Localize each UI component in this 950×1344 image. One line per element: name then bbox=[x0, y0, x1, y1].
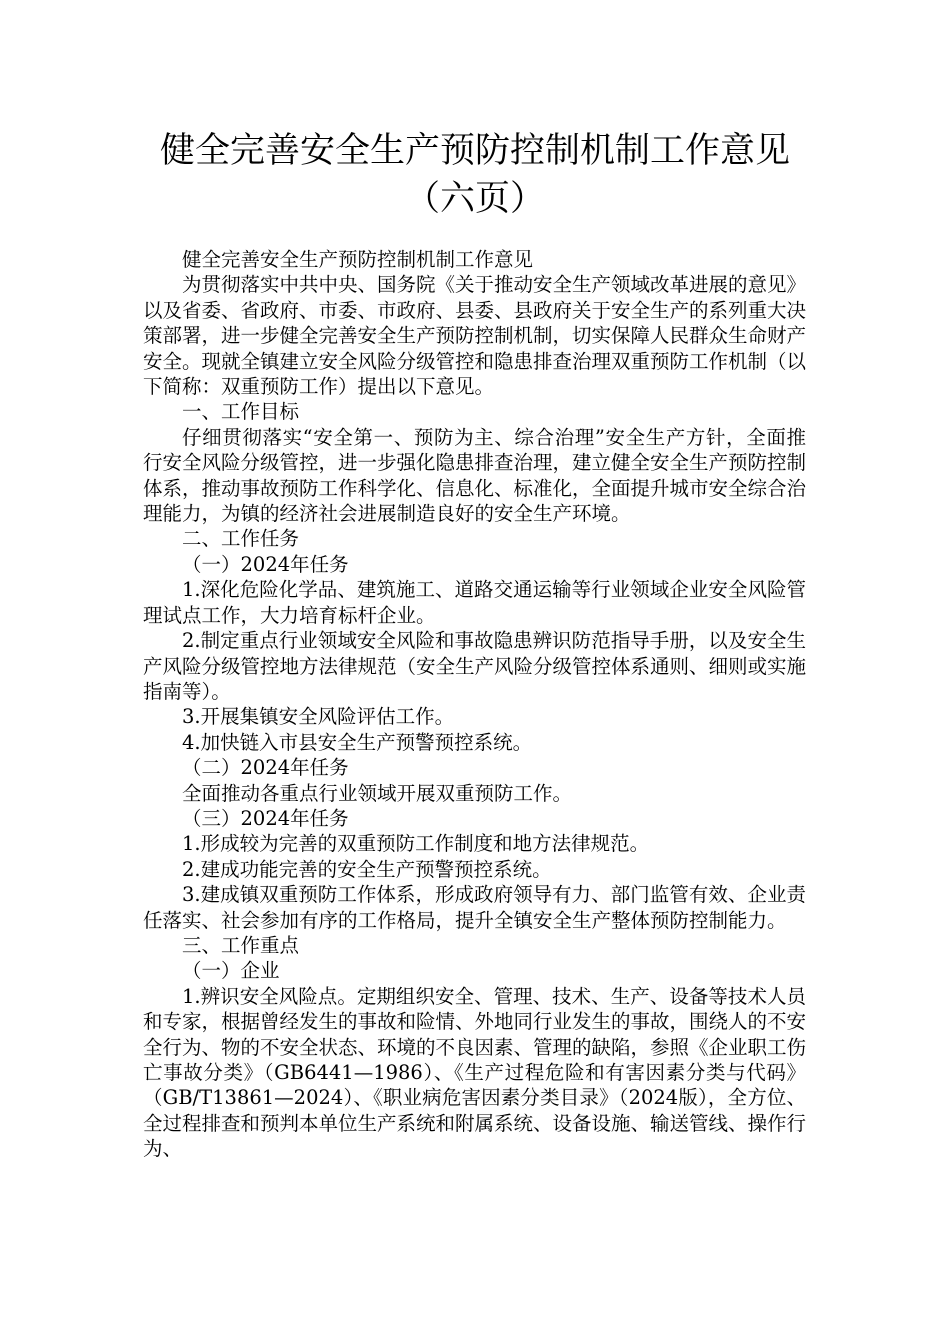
document-title: 健全完善安全生产预防控制机制工作意见 bbox=[159, 131, 790, 171]
paragraph: 全面推动各重点行业领域开展双重预防工作。 bbox=[182, 781, 573, 805]
list-item: 1.深化危险化学品、建筑施工、道路交通运输等行业领域企业安全风险管理试点工作，大力培育标杆企业。 bbox=[143, 578, 806, 627]
subsection-heading: （二）2024年任务 bbox=[182, 756, 349, 780]
subsection-heading: （一）2024年任务 bbox=[182, 552, 349, 576]
list-item: 3.开展集镇安全风险评估工作。 bbox=[182, 705, 455, 729]
document-subtitle: （六页） bbox=[404, 179, 545, 219]
paragraph: 健全完善安全生产预防控制机制工作意见 bbox=[182, 248, 534, 271]
section-heading: 三、工作重点 bbox=[182, 933, 300, 957]
paragraph: 仔细贯彻落实“安全第一、预防为主、综合治理”安全生产方针，全面推行安全风险分级管控，进一步强化隐患排查治理，建立健全安全生产预防控制体系，推动事故预防工作科学化、信息化、标准化，全面提升城市安全综合治理能力，为镇的经济社会进展制造良好的安全生产环境。 bbox=[143, 425, 807, 526]
list-item: 1.形成较为完善的双重预防工作制度和地方法律规范。 bbox=[182, 832, 650, 856]
section-heading: 二、工作任务 bbox=[182, 527, 300, 551]
list-item: 2.制定重点行业领域安全风险和事故隐患辨识防范指导手册，以及安全生产风险分级管控地方法律规范（安全生产风险分级管控体系通则、细则或实施指南等）。 bbox=[143, 629, 807, 703]
list-item: 4.加快链入市县安全生产预警预控系统。 bbox=[182, 730, 533, 754]
document-body bbox=[143, 247, 806, 1162]
subsection-heading: （一）企业 bbox=[182, 959, 280, 983]
subsection-heading: （三）2024年任务 bbox=[182, 806, 349, 830]
section-heading: 一、工作目标 bbox=[182, 400, 300, 424]
list-item: 3.建成镇双重预防工作体系，形成政府领导有力、部门监管有效、企业责任落实、社会参加有序的工作格局，提升全镇安全生产整体预防控制能力。 bbox=[143, 883, 806, 932]
list-item: 2.建成功能完善的安全生产预警预控系统。 bbox=[182, 857, 552, 881]
list-item: 1.辨识安全风险点。定期组织安全、管理、技术、生产、设备等技术人员和专家，根据曾经发生的事故和险情、外地同行业发生的事故，围绕人的不安全行为、物的不安全状态、环境的不良因素、管理的缺陷，参照《企业职工伤亡事故分类》（GB6441—1986）、《生产过程危险和有害因素分类与代码》（GB/T13861—2024）、《职业病危害因素分类目录》（2024版），全方位、全过程排查和预判本单位生产系统和附属系统、设备设施、输送管线、操作行为、 bbox=[143, 984, 807, 1161]
paragraph: 为贯彻落实中共中央、国务院《关于推动安全生产领域改革进展的意见》以及省委、省政府、市委、市政府、县委、县政府关于安全生产的系列重大决策部署，进一步健全完善安全生产预防控制机制，切实保障人民群众生命财产安全。现就全镇建立安全风险分级管控和隐患排查治理双重预防工作机制（以下简称：双重预防工作）提出以下意见。 bbox=[143, 273, 807, 399]
